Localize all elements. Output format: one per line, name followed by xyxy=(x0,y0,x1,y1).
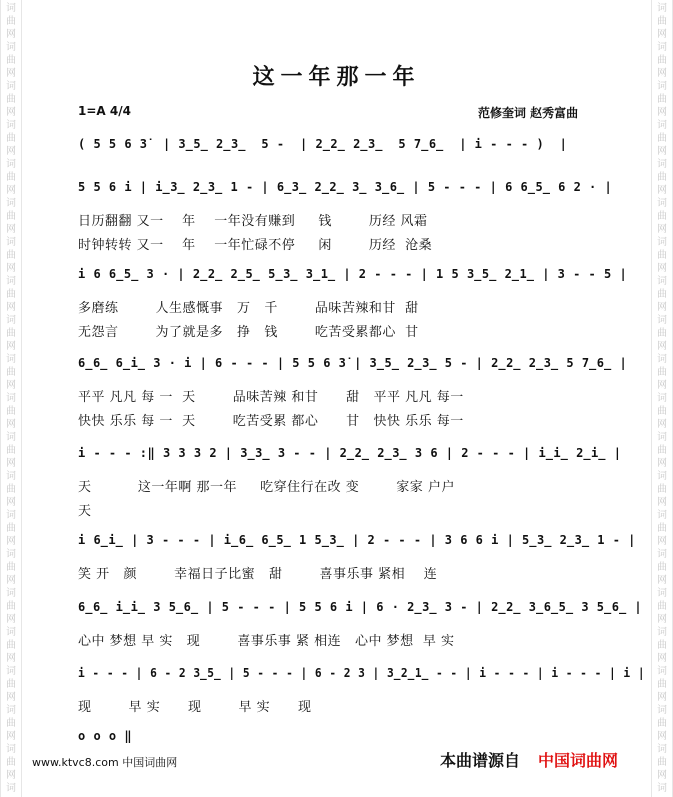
watermark-glyph: 网 xyxy=(657,458,667,469)
lyric-line: 多磨练 人生感慨事 万 千 品味苦辣和甘 甜 xyxy=(78,301,419,316)
watermark-glyph: 曲 xyxy=(657,94,667,105)
notation-row: 6̲6̲ 6̲i̲ 3 · i | 6 - - - | 5 5 6 3̇ | 3̲5̲ 2̲3̲ 5 - | 2̲2̲ 2̲3̲ 5 7̲6̲ | xyxy=(78,356,628,370)
watermark-glyph: 网 xyxy=(6,575,16,586)
watermark-glyph: 曲 xyxy=(6,445,16,456)
watermark-glyph: 词 xyxy=(6,549,16,560)
footer-source-label: 本曲谱源自 xyxy=(440,751,521,770)
lyric-line: 心中 梦想 早 实 现 喜事乐事 紧 相连 心中 梦想 早 实 xyxy=(78,634,455,649)
watermark-glyph: 词 xyxy=(6,120,16,131)
watermark-glyph: 曲 xyxy=(657,445,667,456)
watermark-glyph: 网 xyxy=(657,341,667,352)
footer-brand: 中国词曲网 xyxy=(538,751,619,770)
watermark-glyph: 网 xyxy=(657,29,667,40)
watermark-glyph: 网 xyxy=(6,29,16,40)
watermark-glyph: 词 xyxy=(6,198,16,209)
watermark-glyph: 网 xyxy=(657,692,667,703)
lyric-line: 天 xyxy=(78,504,92,519)
watermark-glyph: 曲 xyxy=(657,133,667,144)
watermark-glyph: 网 xyxy=(6,302,16,313)
watermark-glyph: 词 xyxy=(657,3,667,14)
watermark-glyph: 词 xyxy=(657,393,667,404)
watermark-glyph: 曲 xyxy=(657,16,667,27)
watermark-glyph: 词 xyxy=(657,81,667,92)
watermark-glyph: 曲 xyxy=(6,367,16,378)
notation-row: 5 5 6 i | i̲3̲ 2̲3̲ 1 - | 6̲3̲ 2̲2̲ 3̲ 3̲6̲ | 5 - - - | 6 6̲5̲ 6 2 · | xyxy=(78,180,613,194)
watermark-glyph: 词 xyxy=(657,705,667,716)
watermark-glyph: 曲 xyxy=(6,289,16,300)
watermark-glyph: 词 xyxy=(6,315,16,326)
watermark-glyph: 曲 xyxy=(657,367,667,378)
watermark-glyph: 网 xyxy=(6,692,16,703)
watermark-glyph: 词 xyxy=(657,198,667,209)
watermark-glyph: 曲 xyxy=(657,640,667,651)
watermark-glyph: 网 xyxy=(6,614,16,625)
watermark-glyph: 网 xyxy=(657,107,667,118)
watermark-glyph: 网 xyxy=(657,770,667,781)
watermark-glyph: 曲 xyxy=(6,94,16,105)
lyric-line: 笑 开 颜 幸福日子比蜜 甜 喜事乐事 紧相 连 xyxy=(78,567,438,582)
watermark-glyph: 词 xyxy=(657,42,667,53)
watermark-glyph: 曲 xyxy=(6,484,16,495)
watermark-glyph: 曲 xyxy=(657,523,667,534)
watermark-glyph: 词 xyxy=(657,588,667,599)
watermark-glyph: 词 xyxy=(6,744,16,755)
watermark-glyph: 网 xyxy=(657,68,667,79)
watermark-glyph: 网 xyxy=(657,302,667,313)
watermark-glyph: 曲 xyxy=(657,211,667,222)
watermark-glyph: 曲 xyxy=(657,679,667,690)
watermark-glyph: 网 xyxy=(657,224,667,235)
watermark-glyph: 词 xyxy=(657,627,667,638)
watermark-glyph: 词 xyxy=(657,276,667,287)
watermark-glyph: 曲 xyxy=(6,172,16,183)
watermark-glyph: 网 xyxy=(6,458,16,469)
watermark-glyph: 曲 xyxy=(6,601,16,612)
watermark-glyph: 网 xyxy=(6,341,16,352)
watermark-glyph: 词 xyxy=(657,744,667,755)
watermark-glyph: 网 xyxy=(6,146,16,157)
lyric-line: 现 早 实 现 早 实 现 xyxy=(78,700,312,715)
watermark-glyph: 词 xyxy=(657,471,667,482)
watermark-glyph: 词 xyxy=(657,783,667,794)
watermark-glyph: 曲 xyxy=(6,250,16,261)
watermark-glyph: 曲 xyxy=(6,328,16,339)
watermark-glyph: 曲 xyxy=(6,640,16,651)
watermark-column-left xyxy=(0,0,22,797)
watermark-glyph: 网 xyxy=(6,224,16,235)
watermark-glyph: 网 xyxy=(657,653,667,664)
watermark-glyph: 曲 xyxy=(6,679,16,690)
watermark-glyph: 曲 xyxy=(6,523,16,534)
watermark-glyph: 网 xyxy=(657,185,667,196)
watermark-glyph: 词 xyxy=(657,549,667,560)
watermark-glyph: 曲 xyxy=(657,718,667,729)
watermark-glyph: 网 xyxy=(657,731,667,742)
credits: 范修奎词 赵秀富曲 xyxy=(478,106,579,120)
lyric-line: 快快 乐乐 每 一 天 吃苦受累 都心 甘 快快 乐乐 每一 xyxy=(78,414,464,429)
watermark-glyph: 词 xyxy=(6,393,16,404)
lyric-line: 日历翻翻 又一 年 一年没有赚到 钱 历经 风霜 xyxy=(78,214,428,229)
watermark-glyph: 网 xyxy=(657,419,667,430)
watermark-glyph: 曲 xyxy=(6,133,16,144)
watermark-glyph: 网 xyxy=(6,731,16,742)
watermark-glyph: 词 xyxy=(6,159,16,170)
watermark-glyph: 词 xyxy=(6,471,16,482)
lyric-line: 天 这一年啊 那一年 吃穿住行在改 变 家家 户户 xyxy=(78,480,455,495)
watermark-glyph: 曲 xyxy=(6,16,16,27)
watermark-glyph: 词 xyxy=(6,354,16,365)
watermark-glyph: 词 xyxy=(6,42,16,53)
watermark-glyph: 网 xyxy=(657,380,667,391)
watermark-glyph: 词 xyxy=(657,120,667,131)
watermark-glyph: 词 xyxy=(657,315,667,326)
watermark-glyph: 曲 xyxy=(657,757,667,768)
watermark-glyph: 词 xyxy=(657,510,667,521)
watermark-glyph: 网 xyxy=(6,536,16,547)
watermark-glyph: 曲 xyxy=(657,406,667,417)
song-title: 这一年那一年 xyxy=(252,64,421,90)
watermark-glyph: 词 xyxy=(657,159,667,170)
watermark-glyph: 网 xyxy=(6,68,16,79)
watermark-glyph: 网 xyxy=(6,497,16,508)
notation-row: ( 5 5 6 3̇ | 3̲5̲ 2̲3̲ 5 - | 2̲2̲ 2̲3̲ 5 7̲6̲ | i - - - ) | xyxy=(78,137,568,151)
notation-row: i - - - :‖ 3 3 3 2 | 3̲3̲ 3 - - | 2̲2̲ 2̲3̲ 3 6 | 2 - - - | i̲i̲ 2̲i̲ | xyxy=(78,446,622,460)
watermark-glyph: 网 xyxy=(657,536,667,547)
watermark-column-right xyxy=(651,0,673,797)
watermark-glyph: 网 xyxy=(6,653,16,664)
watermark-glyph: 词 xyxy=(6,510,16,521)
watermark-glyph: 词 xyxy=(6,3,16,14)
watermark-glyph: 词 xyxy=(657,354,667,365)
watermark-glyph: 词 xyxy=(6,705,16,716)
notation-row: o o o ‖ xyxy=(78,729,133,743)
watermark-glyph: 网 xyxy=(6,770,16,781)
watermark-glyph: 词 xyxy=(657,666,667,677)
watermark-glyph: 曲 xyxy=(6,211,16,222)
watermark-glyph: 网 xyxy=(6,380,16,391)
watermark-glyph: 网 xyxy=(657,497,667,508)
watermark-glyph: 词 xyxy=(6,783,16,794)
watermark-glyph: 网 xyxy=(6,107,16,118)
footer-site-url: www.ktvc8.com 中国词曲网 xyxy=(32,756,178,769)
watermark-glyph: 曲 xyxy=(657,172,667,183)
watermark-glyph: 曲 xyxy=(657,601,667,612)
footer-source xyxy=(440,748,618,771)
watermark-glyph: 曲 xyxy=(657,562,667,573)
watermark-glyph: 词 xyxy=(6,627,16,638)
watermark-glyph: 词 xyxy=(6,237,16,248)
lyric-line: 无怨言 为了就是多 挣 钱 吃苦受累都心 甘 xyxy=(78,325,419,340)
notation-row: i 6̲i̲ | 3 - - - | i̲6̲ 6̲5̲ 1 5̲3̲ | 2 - - - | 3 6 6 i | 5̲3̲ 2̲3̲ 1 - | xyxy=(78,533,636,547)
watermark-glyph: 网 xyxy=(6,419,16,430)
watermark-glyph: 网 xyxy=(6,263,16,274)
watermark-glyph: 曲 xyxy=(657,484,667,495)
watermark-glyph: 词 xyxy=(6,432,16,443)
watermark-glyph: 词 xyxy=(6,276,16,287)
watermark-glyph: 网 xyxy=(6,185,16,196)
watermark-glyph: 曲 xyxy=(6,406,16,417)
watermark-glyph: 曲 xyxy=(657,289,667,300)
watermark-glyph: 词 xyxy=(657,237,667,248)
notation-row: i - - - | 6 - 2 3̲5̲ | 5 - - - | 6 - 2 3 | 3̲2̲1̲ - - | i - - - | i - - - | i | xyxy=(78,666,646,680)
watermark-glyph: 网 xyxy=(657,263,667,274)
watermark-glyph: 词 xyxy=(657,432,667,443)
watermark-glyph: 词 xyxy=(6,666,16,677)
lyric-line: 平平 凡凡 每 一 天 品味苦辣 和甘 甜 平平 凡凡 每一 xyxy=(78,390,464,405)
watermark-glyph: 曲 xyxy=(6,562,16,573)
watermark-glyph: 曲 xyxy=(657,55,667,66)
watermark-glyph: 网 xyxy=(657,575,667,586)
watermark-glyph: 曲 xyxy=(6,757,16,768)
watermark-glyph: 网 xyxy=(657,614,667,625)
notation-row: i 6 6̲5̲ 3 · | 2̲2̲ 2̲5̲ 5̲3̲ 3̲1̲ | 2 - - - | 1 5 3̲5̲ 2̲1̲ | 3 - - 5 | xyxy=(78,267,628,281)
watermark-glyph: 曲 xyxy=(657,328,667,339)
watermark-glyph: 曲 xyxy=(6,718,16,729)
watermark-glyph: 曲 xyxy=(6,55,16,66)
watermark-glyph: 词 xyxy=(6,81,16,92)
watermark-glyph: 词 xyxy=(6,588,16,599)
lyric-line: 时钟转转 又一 年 一年忙碌不停 闲 历经 沧桑 xyxy=(78,238,433,253)
notation-row: 6̲6̲ i̲i̲ 3 5̲6̲ | 5 - - - | 5 5 6 i | 6 · 2̲3̲ 3 - | 2̲2̲ 3̲6̲5̲ 3 5̲6̲ | xyxy=(78,600,643,614)
watermark-glyph: 曲 xyxy=(657,250,667,261)
watermark-glyph: 网 xyxy=(657,146,667,157)
key-signature: 1=A 4/4 xyxy=(78,104,131,118)
